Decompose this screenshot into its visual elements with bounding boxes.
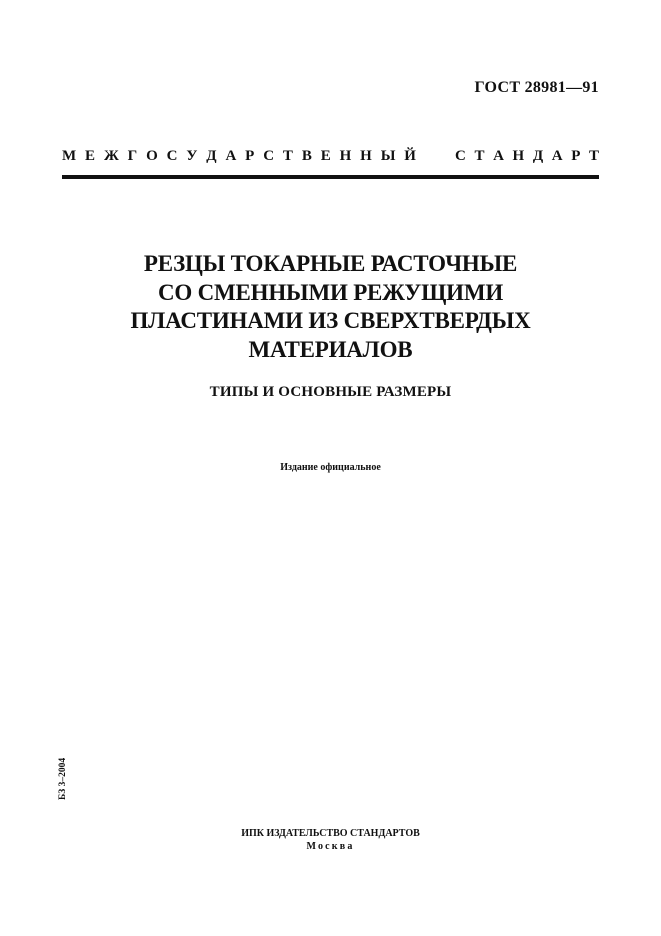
standard-heading-word-interstate: М Е Ж Г О С У Д А Р С Т В Е Н Н Ы Й — [62, 148, 416, 164]
document-number: ГОСТ 28981—91 — [474, 79, 599, 96]
document-subtitle: ТИПЫ И ОСНОВНЫЕ РАЗМЕРЫ — [209, 384, 452, 400]
standard-type-heading — [62, 148, 599, 165]
title-line: РЕЗЦЫ ТОКАРНЫЕ РАСТОЧНЫЕ — [143, 251, 518, 276]
title-line: ПЛАСТИНАМИ ИЗ СВЕРХТВЕРДЫХ — [130, 308, 531, 333]
title-line: СО СМЕННЫМИ РЕЖУЩИМИ — [157, 279, 504, 305]
publisher-city: Москва — [306, 841, 355, 852]
side-catalog-code: БЗ 3–2004 — [58, 757, 68, 800]
title-line: МАТЕРИАЛОВ — [248, 336, 413, 362]
document-title — [62, 250, 599, 364]
publisher-name: ИПК ИЗДАТЕЛЬСТВО СТАНДАРТОВ — [241, 828, 420, 839]
header-divider-rule — [62, 175, 599, 179]
edition-note: Издание официальное — [280, 462, 381, 473]
publisher-imprint — [62, 827, 599, 853]
standard-heading-word-standard: С Т А Н Д А Р Т — [455, 148, 599, 164]
